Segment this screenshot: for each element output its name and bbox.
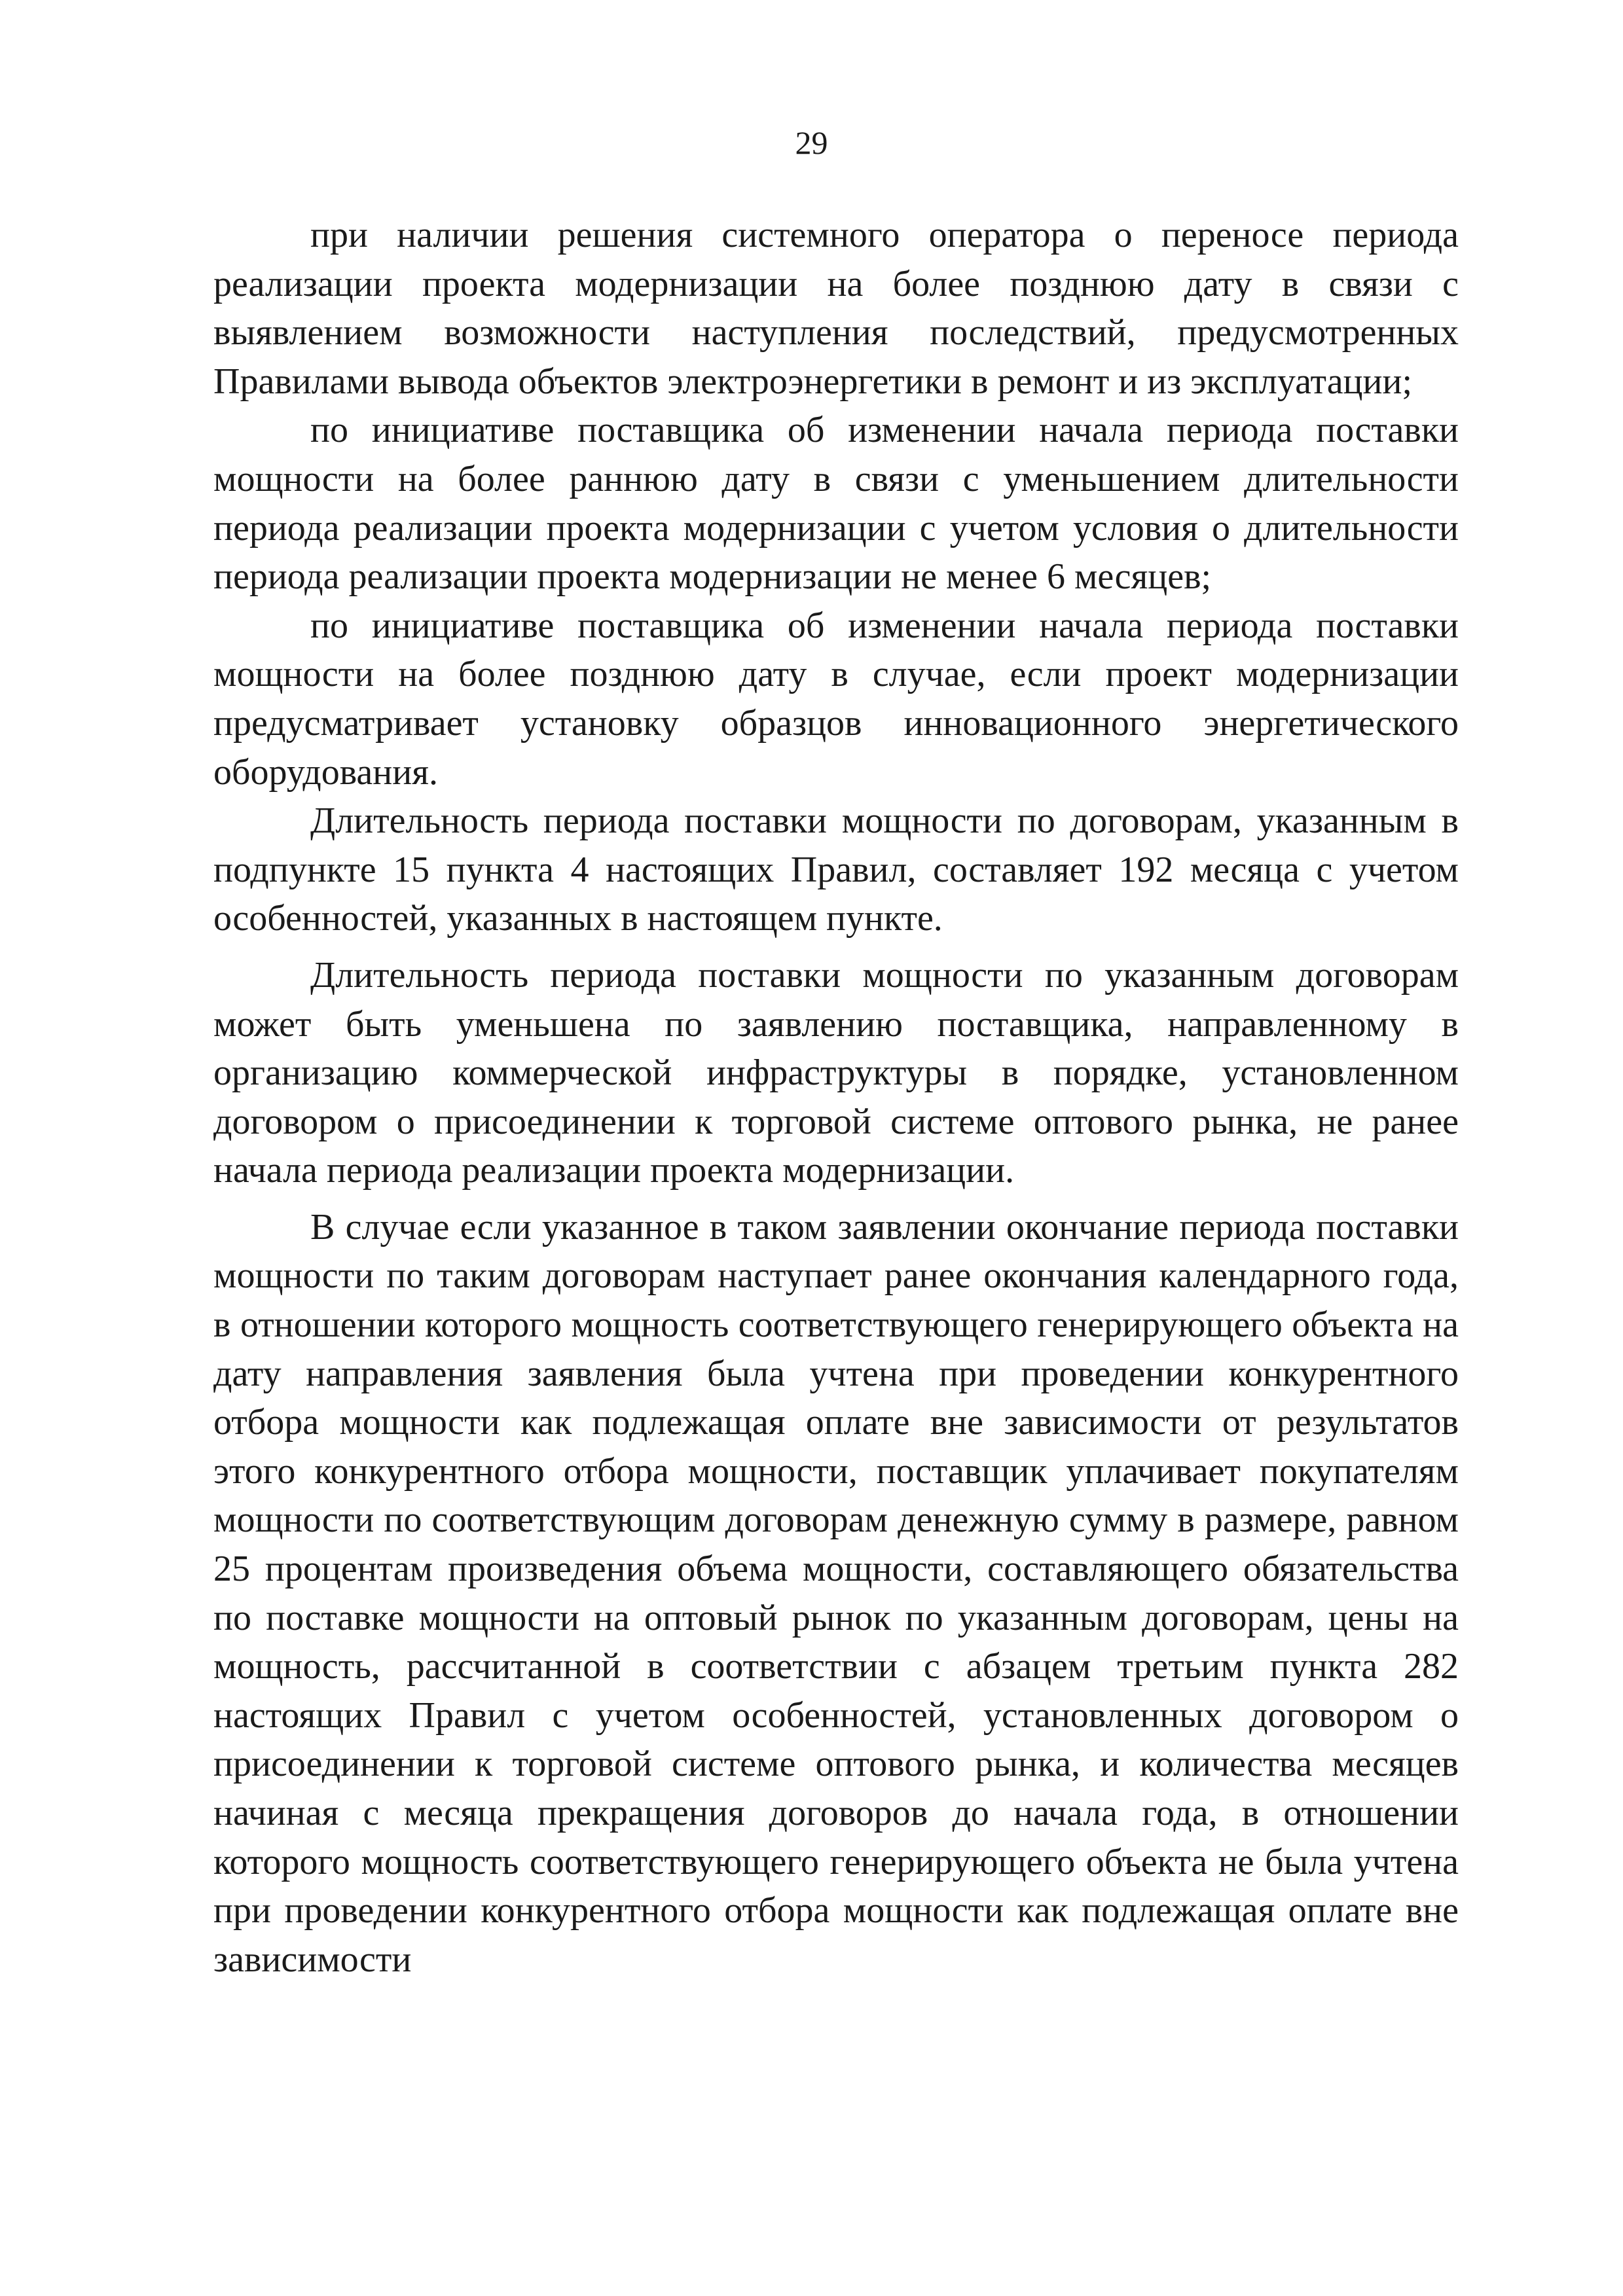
paragraph: Длительность периода поставки мощности по договорам, указанным в подпункте 15 пункта 4 настоящих Правил, составляет 192 месяца с учетом особенностей, указанных в настоящем пункте. (213, 800, 1459, 939)
paragraph: Длительность периода поставки мощности по указанным договорам может быть уменьшена по заявлению поставщика, направленному в организацию коммерческой инфраструктуры в порядке, установленном договором о присоединении к торговой системе оптового рынка, не ранее начала периода реализации проекта модернизации. (213, 954, 1459, 1191)
paragraph: по инициативе поставщика об изменении начала периода поставки мощности на более раннюю дату в связи с уменьшением длительности периода реализации проекта модернизации с учетом условия о длительности периода реализации проекта модернизации не менее 6 месяцев; (213, 410, 1459, 598)
paragraph: при наличии решения системного оператора о переносе периода реализации проекта модернизации на более позднюю дату в связи с выявлением возможности наступления последствий, предусмотренных Правилами вывода объектов электроэнергетики в ремонт и из эксплуатации; (213, 215, 1459, 402)
paragraph: В случае если указанное в таком заявлении окончание периода поставки мощности по таким договорам наступает ранее окончания календарного года, в отношении которого мощность соответствующего генерирующего объекта на дату направления заявления была учтена при проведении конкурентного отбора мощности как подлежащая оплате вне зависимости от результатов этого конкурентного отбора мощности, поставщик уплачивает покупателям мощности по соответствующим договорам денежную сумму в размере, равном 25 процентам произведения объема мощности, составляющего обязательства по поставке мощности на оптовый рынок по указанным договорам, цены на мощность, рассчитанной в соответствии с абзацем третьим пункта 282 настоящих Правил с учетом особенностей, установленных договором о присоединении к торговой системе оптового рынка, и количества месяцев начиная с месяца прекращения договоров до начала года, в отношении которого мощность соответствующего генерирующего объекта не была учтена при проведении конкурентного отбора мощности как подлежащая оплате вне зависимости (213, 1206, 1459, 1980)
paragraph: по инициативе поставщика об изменении начала периода поставки мощности на более позднюю дату в случае, если проект модернизации предусматривает установку образцов инновационного энергетического оборудования. (213, 605, 1459, 793)
page-number: 29 (795, 124, 828, 161)
document-body (213, 211, 1459, 1984)
